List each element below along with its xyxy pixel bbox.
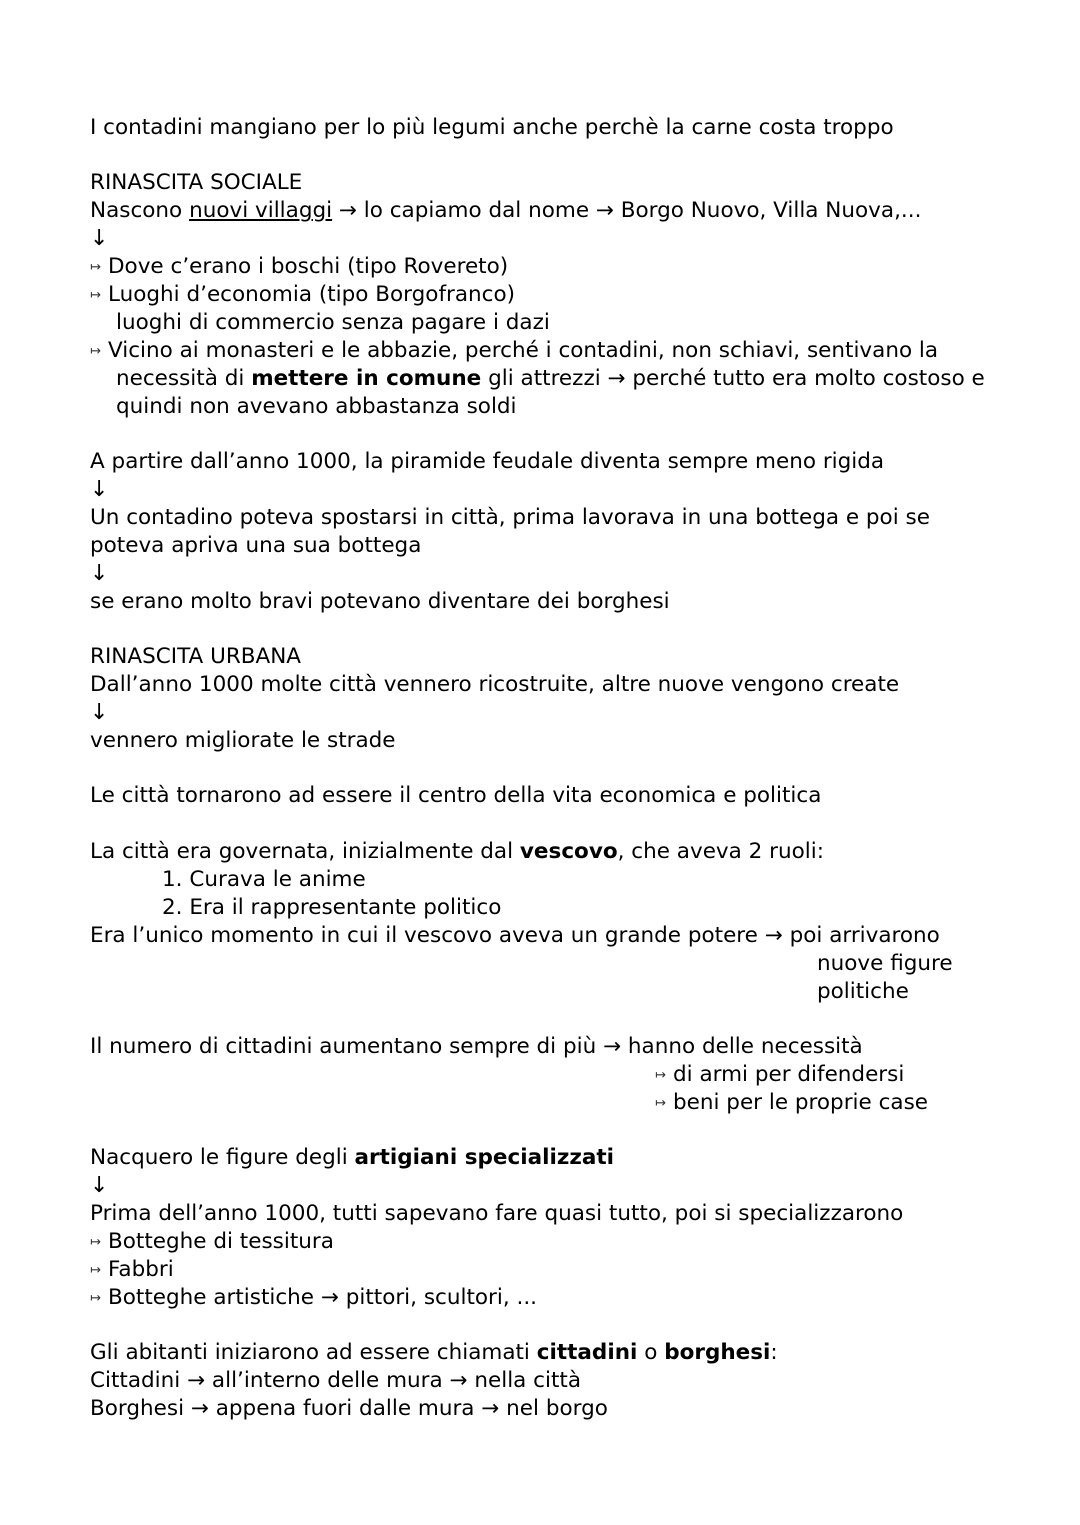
underlined-text: nuovi villaggi bbox=[189, 198, 333, 223]
artigiani-line bbox=[90, 1144, 614, 1172]
list-item bbox=[655, 1089, 928, 1117]
numbered-item: 2. Era il rappresentante politico bbox=[162, 895, 502, 920]
list-item-text: Vicino ai monasteri e le abbazie, perché i contadini, non schiavi, sentivano la bbox=[108, 338, 939, 363]
list-item bbox=[90, 337, 938, 365]
list-item bbox=[655, 1061, 904, 1089]
bullet-arrow-icon: ↦ bbox=[90, 1235, 101, 1250]
borghesi-line: se erano molto bravi potevano diventare dei borghesi bbox=[90, 589, 670, 614]
list-item bbox=[90, 253, 508, 281]
bullet-arrow-icon: ↦ bbox=[655, 1068, 666, 1083]
contadino-line: Un contadino poteva spostarsi in città, prima lavorava in una bottega e poi se bbox=[90, 505, 930, 530]
list-item-continuation bbox=[116, 365, 985, 393]
list-item-text: Botteghe di tessitura bbox=[108, 1229, 334, 1254]
text-part: : bbox=[770, 1340, 778, 1365]
bold-text: cittadini bbox=[536, 1340, 638, 1365]
centro-line: Le città tornarono ad essere il centro della vita economica e politica bbox=[90, 783, 822, 808]
list-item bbox=[90, 1228, 334, 1256]
bullet-arrow-icon: ↦ bbox=[90, 260, 101, 275]
text-part: Nacquero le figure degli bbox=[90, 1145, 355, 1170]
abitanti-line bbox=[90, 1339, 778, 1367]
ricostruite-line: Dall’anno 1000 molte città vennero ricostruite, altre nuove vengono create bbox=[90, 672, 900, 697]
bold-text: borghesi bbox=[664, 1340, 771, 1365]
down-arrow-icon: ↓ bbox=[90, 700, 109, 725]
heading-rinascita-urbana: RINASCITA URBANA bbox=[90, 644, 302, 669]
cittadini-definition: Cittadini → all’interno delle mura → nella città bbox=[90, 1368, 582, 1393]
text-part: → lo capiamo dal nome → Borgo Nuovo, Villa Nuova,... bbox=[332, 198, 922, 223]
list-item bbox=[90, 1284, 537, 1312]
list-item-text: di armi per difendersi bbox=[673, 1062, 905, 1087]
list-item-text: Luoghi d’economia (tipo Borgofranco) bbox=[108, 282, 516, 307]
numbered-item: 1. Curava le anime bbox=[162, 867, 366, 892]
intro-line: I contadini mangiano per lo più legumi anche perchè la carne costa troppo bbox=[90, 115, 894, 140]
bullet-arrow-icon: ↦ bbox=[655, 1096, 666, 1111]
contadino-line-2: poteva apriva una sua bottega bbox=[90, 533, 422, 558]
potere-line: Era l’unico momento in cui il vescovo aveva un grande potere → poi arrivarono bbox=[90, 923, 940, 948]
borghesi-definition: Borghesi → appena fuori dalle mura → nel borgo bbox=[90, 1396, 608, 1421]
text-part: , che aveva 2 ruoli: bbox=[617, 839, 824, 864]
strade-line: vennero migliorate le strade bbox=[90, 728, 396, 753]
heading-rinascita-sociale bbox=[90, 169, 302, 197]
cittadini-line: Il numero di cittadini aumentano sempre di più → hanno delle necessità bbox=[90, 1034, 863, 1059]
bullet-arrow-icon: ↦ bbox=[90, 344, 101, 359]
text-part: Gli abitanti iniziarono ad essere chiamati bbox=[90, 1340, 537, 1365]
list-item-text: Botteghe artistiche → pittori, scultori, ... bbox=[108, 1285, 538, 1310]
potere-continuation: politiche bbox=[817, 979, 909, 1004]
text-part: gli attrezzi → perché tutto era molto costoso e bbox=[481, 366, 985, 391]
bold-text: artigiani specializzati bbox=[354, 1145, 615, 1170]
down-arrow-icon: ↓ bbox=[90, 226, 109, 251]
list-item bbox=[90, 1256, 174, 1284]
list-item-continuation: luoghi di commercio senza pagare i dazi bbox=[116, 310, 550, 335]
list-item-text: Fabbri bbox=[108, 1257, 174, 1282]
potere-continuation: nuove figure bbox=[817, 951, 953, 976]
bullet-arrow-icon: ↦ bbox=[90, 1291, 101, 1306]
heading-text: RINASCITA SOCIALE bbox=[90, 170, 303, 195]
list-item-continuation: quindi non avevano abbastanza soldi bbox=[116, 394, 517, 419]
text-part: La città era governata, inizialmente dal bbox=[90, 839, 520, 864]
villaggi-line bbox=[90, 197, 921, 225]
down-arrow-icon: ↓ bbox=[90, 477, 109, 502]
specializzarono-line: Prima dell’anno 1000, tutti sapevano fare quasi tutto, poi si specializzarono bbox=[90, 1201, 904, 1226]
text-part: necessità di bbox=[116, 366, 252, 391]
bullet-arrow-icon: ↦ bbox=[90, 1263, 101, 1278]
piramide-line: A partire dall’anno 1000, la piramide feudale diventa sempre meno rigida bbox=[90, 449, 885, 474]
text-part: Nascono bbox=[90, 198, 190, 223]
bullet-arrow-icon: ↦ bbox=[90, 288, 101, 303]
list-item-text: Dove c’erano i boschi (tipo Rovereto) bbox=[108, 254, 509, 279]
list-item-text: beni per le proprie case bbox=[673, 1090, 929, 1115]
vescovo-line bbox=[90, 838, 824, 866]
list-item bbox=[90, 281, 515, 309]
text-part: o bbox=[637, 1340, 665, 1365]
down-arrow-icon: ↓ bbox=[90, 1173, 109, 1198]
down-arrow-icon: ↓ bbox=[90, 561, 109, 586]
bold-text: vescovo bbox=[519, 839, 618, 864]
bold-text: mettere in comune bbox=[251, 366, 482, 391]
